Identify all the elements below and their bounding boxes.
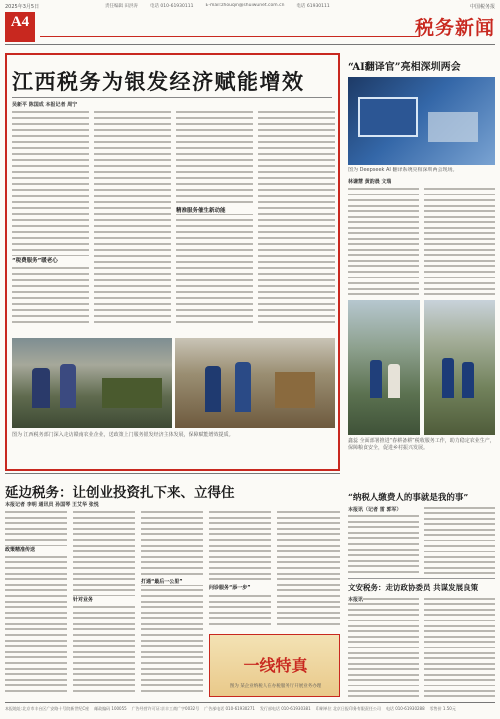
- yanji-col-4: [209, 510, 271, 630]
- top-info-email: E-mail:zhouqin@shuiwunet.com.cn: [205, 3, 285, 8]
- lead-byline: 吴新平 陈国成 本报记者 周宁: [12, 102, 78, 108]
- elderly-byline: 本报讯（记者 雷 郭军）: [348, 507, 402, 513]
- ai-story-caption: 图为 Deepseek AI 翻译系统亮相深圳两会现场。: [348, 167, 458, 173]
- ad-text: 一线特真: [243, 656, 308, 675]
- lead-col-4: [258, 110, 335, 335]
- elderly-col-2: [424, 506, 495, 574]
- lead-title: 江西税务为银发经济赋能增效: [12, 69, 305, 94]
- footer-license: 广告经营许可证:京丰工商广字0032号: [131, 706, 200, 711]
- lead-col-3: [176, 110, 253, 335]
- lead-subhead-2: 精准服务催生新动能: [176, 206, 253, 214]
- footer-rule: [5, 702, 495, 703]
- elderly-title: “纳税人缴费人的事就是我的事”: [348, 493, 469, 503]
- section-title: 税务新闻: [414, 17, 495, 39]
- footer-postcode: 邮政编码 100055: [94, 706, 127, 711]
- wenhua-title: 文安税务：走访政协委员 共谋发展良策: [348, 583, 479, 592]
- paper-name: 中国税务报: [469, 4, 495, 10]
- lead-photo-right: [175, 338, 335, 428]
- footer-printer: 印刷单位 北京日报印务有限责任公司: [315, 706, 381, 711]
- lead-subhead-1: “税费服务”暖老心: [12, 256, 89, 264]
- footer-price: 零售价 1.50元: [429, 706, 456, 711]
- yanji-subhead-3: 打通“最后一公里”: [141, 578, 203, 585]
- rural-photo-right: [424, 300, 495, 435]
- rural-caption: 鑫蕊 全面部署推进“春耕备耕”税收服务工作，助力稳定农业生产，保障粮食安全，促进乡村振兴发展。: [348, 438, 495, 451]
- elderly-col-1: [348, 514, 419, 574]
- yanji-col-3: [141, 510, 203, 697]
- lead-title-rule: [12, 97, 332, 98]
- top-info-editor: 责任编辑 田洪涛: [105, 4, 138, 9]
- footer-address: 本报地址:北京市丰台区广安路十号院新世纪C座: [5, 706, 90, 711]
- yanji-top-rule: [5, 473, 340, 474]
- yanji-subhead-1: 政策精准传送: [5, 546, 67, 553]
- header-rule: [40, 36, 420, 37]
- yanji-subhead-4: 问诊服务“添一步”: [209, 584, 271, 591]
- top-info-phone: 电话 010-61930111: [149, 4, 194, 9]
- footer-dist-phone: 发行部电话 010-61930381: [259, 706, 311, 711]
- ai-story-col-1: [348, 187, 419, 295]
- yanji-title: 延边税务：让创业投资扎下来、立得住: [5, 485, 235, 501]
- wenhua-rule: [348, 578, 495, 579]
- ai-story-title: “AI翻译官”亮相深圳两会: [348, 62, 461, 73]
- top-info-bar: [105, 3, 395, 9]
- ad-caption: 图为 某企业纳税人在办税服务厅开展业务办理: [229, 684, 322, 689]
- ai-story-photo: [348, 77, 495, 165]
- yanji-byline: 本报记者 李明 通讯员 孙国琴 王艾华 张悦: [5, 502, 99, 508]
- top-date: 2025年3月5日: [5, 4, 40, 10]
- ai-story-col-2: [424, 187, 495, 295]
- lead-col-1: [12, 110, 89, 335]
- top-info-tel: 电话 61930111: [296, 4, 330, 9]
- footer-ad-phone: 广告部电话 010-61930271: [204, 706, 255, 711]
- header-bottom-rule: [5, 44, 495, 45]
- lead-col-2: [94, 110, 171, 335]
- wenhua-byline: 本报讯: [348, 597, 364, 603]
- footer-bar: [5, 706, 495, 712]
- yanji-col-5: [277, 510, 340, 630]
- ad-banner: [209, 634, 340, 697]
- rural-photo-left: [348, 300, 420, 435]
- wenhua-col-2: [424, 597, 495, 697]
- wenhua-col-1: [348, 597, 419, 697]
- ai-story-byline: 林谦慧 黄韵晨 文瑞: [348, 179, 392, 185]
- page-number: A4: [10, 14, 30, 30]
- yanji-subhead-2: 针对业务: [73, 596, 135, 603]
- footer-phone: 电话 010-61930288: [385, 706, 425, 711]
- lead-photo-left: [12, 338, 172, 428]
- yanji-col-2: [73, 510, 135, 697]
- lead-photo-caption: 图为 江西税务部门深入走访赣南农业企业，送政策上门服务银发经济主体发展，保障赋能增效提质。: [12, 432, 234, 438]
- yanji-col-1: [5, 510, 67, 697]
